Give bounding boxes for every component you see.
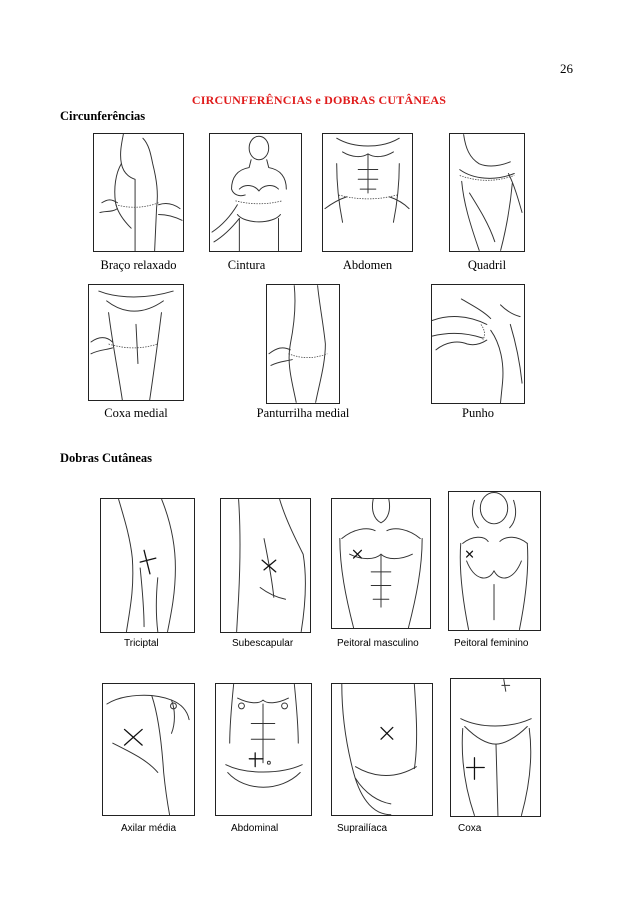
subscapular-skinfold-illustration bbox=[220, 498, 311, 633]
male-chest-skinfold-illustration bbox=[331, 498, 431, 629]
caption-female-chest: Peitoral feminino bbox=[454, 638, 529, 649]
caption-subscapular: Subescapular bbox=[232, 638, 294, 649]
caption-male-chest: Peitoral masculino bbox=[337, 638, 419, 649]
caption-abdominal: Abdominal bbox=[231, 823, 279, 834]
caption-abdomen: Abdomen bbox=[342, 258, 393, 272]
thigh-skinfold-illustration bbox=[450, 678, 541, 817]
page-title: CIRCUNFERÊNCIAS e DOBRAS CUTÂNEAS bbox=[191, 93, 447, 107]
abdomen-tape-illustration bbox=[322, 133, 413, 252]
page-number: 26 bbox=[560, 61, 573, 76]
caption-triceps: Triciptal bbox=[124, 638, 159, 649]
section-heading-skinfolds: Dobras Cutâneas bbox=[60, 451, 153, 465]
caption-suprailiac: Suprailíaca bbox=[337, 823, 388, 834]
caption-thigh: Coxa bbox=[458, 823, 482, 834]
abdominal-skinfold-illustration bbox=[215, 683, 312, 816]
caption-arm-relaxed: Braço relaxado bbox=[100, 258, 177, 272]
thigh-tape-illustration bbox=[88, 284, 184, 401]
triceps-skinfold-illustration bbox=[100, 498, 195, 633]
caption-midaxillary: Axilar média bbox=[121, 823, 177, 834]
waist-tape-illustration bbox=[209, 133, 302, 252]
calf-tape-illustration bbox=[266, 284, 340, 404]
caption-hip: Quadril bbox=[467, 258, 507, 272]
caption-waist: Cintura bbox=[227, 258, 266, 272]
wrist-tape-illustration bbox=[431, 284, 525, 404]
suprailiac-skinfold-illustration bbox=[331, 683, 433, 816]
caption-medial-thigh: Coxa medial bbox=[104, 406, 168, 420]
female-chest-skinfold-illustration bbox=[448, 491, 541, 631]
arm-tape-illustration bbox=[93, 133, 184, 252]
hip-tape-illustration bbox=[449, 133, 525, 252]
midaxillary-skinfold-illustration bbox=[102, 683, 195, 816]
section-heading-circumferences: Circunferências bbox=[60, 109, 146, 123]
caption-wrist: Punho bbox=[462, 406, 494, 420]
caption-medial-calf: Panturrilha medial bbox=[256, 406, 350, 420]
